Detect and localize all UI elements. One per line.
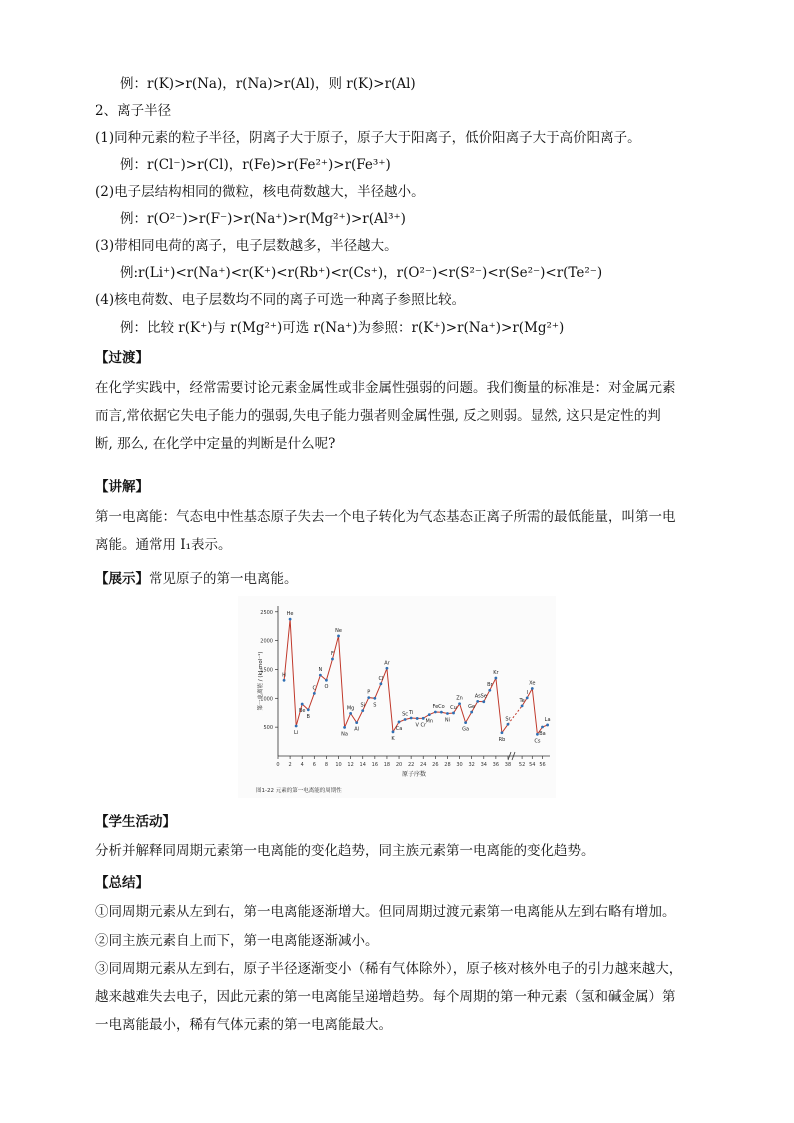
x-tick-label: 52 bbox=[518, 762, 526, 768]
point-label: I bbox=[526, 689, 528, 696]
point-label: Si bbox=[360, 702, 366, 709]
transition-paragraph bbox=[95, 374, 701, 458]
x-tick-label: 30 bbox=[456, 762, 463, 768]
x-tick-label: 36 bbox=[492, 762, 500, 768]
point-label: Ni bbox=[444, 717, 451, 724]
point-label: Ba bbox=[539, 730, 546, 737]
student-activity-text: 分析并解释同周期元素第一电离能的变化趋势，同主族元素第一电离能的变化趋势。 bbox=[95, 843, 595, 859]
lecture-line: 离能。通常用 I₁表示。 bbox=[95, 537, 232, 553]
x-tick-label: 4 bbox=[300, 762, 304, 768]
point-label: P bbox=[367, 689, 371, 696]
point-label: Be bbox=[298, 708, 306, 715]
rule-4: (4)核电荷数、电子层数均不同的离子可选一种离子参照比较。 bbox=[95, 292, 466, 308]
chart-svg bbox=[238, 596, 556, 798]
data-point bbox=[410, 717, 413, 720]
data-point bbox=[470, 711, 473, 714]
data-point bbox=[452, 712, 455, 715]
point-label: V bbox=[415, 722, 419, 729]
data-point bbox=[331, 658, 334, 661]
display-text: 常见原子的第一电离能。 bbox=[149, 571, 298, 587]
rule-2: (2)电子层结构相同的微粒，核电荷数越大，半径越小。 bbox=[95, 184, 425, 200]
data-point bbox=[526, 696, 529, 699]
data-point bbox=[319, 674, 322, 677]
x-tick-label: 16 bbox=[371, 762, 379, 768]
point-label: Ga bbox=[462, 726, 470, 733]
data-point bbox=[440, 711, 443, 714]
data-point bbox=[428, 713, 431, 716]
rule-2-example: 例：r(O²⁻)>r(F⁻)>r(Na⁺)>r(Mg²⁺)>r(Al³⁺) bbox=[120, 211, 406, 227]
point-label: Cs bbox=[534, 738, 541, 745]
point-label: Se bbox=[480, 693, 487, 700]
point-label: Ge bbox=[468, 704, 476, 711]
y-tick-label: 1000 bbox=[260, 696, 273, 703]
section-ionic-radius-title: 2、离子半径 bbox=[95, 103, 172, 119]
data-point bbox=[355, 721, 358, 724]
data-point bbox=[458, 702, 461, 705]
data-point bbox=[482, 700, 485, 703]
point-label: Ti bbox=[408, 709, 414, 716]
data-point bbox=[501, 731, 504, 734]
transition-heading: 【过渡】 bbox=[95, 350, 149, 366]
data-point bbox=[301, 703, 304, 706]
data-point bbox=[531, 687, 534, 690]
x-tick-label: 8 bbox=[324, 762, 329, 768]
data-point bbox=[494, 677, 497, 680]
data-point bbox=[373, 697, 376, 700]
data-point bbox=[507, 723, 510, 726]
transition-line: 而言,常依据它失电子能力的强弱,失电子能力强者则金属性强, 反之则弱。显然, 这只是定性的判 bbox=[95, 408, 661, 424]
data-point bbox=[295, 725, 298, 728]
point-label: Fe bbox=[432, 703, 439, 710]
y-axis-label: 第一电离能 / (kJ·mol⁻¹) bbox=[258, 651, 264, 711]
data-point bbox=[521, 704, 524, 707]
rule-3-example: 例:r(Li⁺)<r(Na⁺)<r(K⁺)<r(Rb⁺)<r(Cs⁺)，r(O²⁻)<r(S²⁻)<r(Se²⁻)<r(Te²⁻) bbox=[120, 265, 603, 281]
point-label: Ar bbox=[384, 660, 390, 667]
display-heading: 【展示】 bbox=[95, 571, 149, 587]
rule-1: (1)同种元素的粒子半径，阴离子大于原子，原子大于阳离子，低价阳离子大于高价阳离子。 bbox=[95, 130, 641, 146]
data-point bbox=[343, 726, 346, 729]
data-point bbox=[325, 679, 328, 682]
data-point bbox=[404, 718, 407, 721]
data-point bbox=[392, 730, 395, 733]
x-tick-label: 38 bbox=[504, 762, 512, 768]
x-tick-label: 24 bbox=[420, 762, 427, 768]
rule-4-example: 例：比较 r(K⁺)与 r(Mg²⁺)可选 r(Na⁺)为参照：r(K⁺)>r(Na⁺)>r(Mg²⁺) bbox=[120, 320, 565, 336]
summary-heading: 【总结】 bbox=[95, 875, 149, 891]
data-point bbox=[367, 696, 370, 699]
point-label: H bbox=[282, 672, 286, 679]
data-point bbox=[488, 689, 491, 692]
point-label: K bbox=[391, 735, 395, 742]
data-point bbox=[283, 679, 286, 682]
transition-line: 在化学实践中，经常需要讨论元素金属性或非金属性强弱的问题。我们衡量的标准是：对金属元素 bbox=[95, 380, 676, 396]
student-activity-heading: 【学生活动】 bbox=[95, 814, 176, 830]
x-tick-label: 10 bbox=[335, 762, 342, 768]
data-point bbox=[386, 667, 389, 670]
x-axis-label: 原子序数 bbox=[401, 771, 427, 778]
x-tick-label: 56 bbox=[539, 762, 546, 768]
x-tick-label: 6 bbox=[312, 762, 316, 768]
point-label: C bbox=[312, 685, 317, 692]
x-tick-label: 14 bbox=[359, 762, 366, 768]
point-label: Rb bbox=[498, 736, 506, 743]
point-label: He bbox=[286, 611, 294, 618]
point-label: Na bbox=[341, 731, 348, 738]
data-point bbox=[398, 721, 401, 724]
x-tick-label: 18 bbox=[383, 762, 391, 768]
data-point bbox=[476, 700, 479, 703]
data-point bbox=[379, 682, 382, 685]
point-label: Al bbox=[354, 726, 360, 733]
lecture-heading: 【讲解】 bbox=[95, 479, 149, 495]
point-label: Li bbox=[294, 730, 299, 736]
summary-item-3-line: ③同周期元素从左到右，原子半径逐渐变小（稀有气体除外），原子核对核外电子的引力越来越大， bbox=[95, 961, 683, 977]
point-label: Co bbox=[438, 704, 445, 711]
point-label: Mg bbox=[346, 705, 355, 712]
lecture-line: 第一电离能：气态电中性基态原子失去一个电子转化为气态基态正离子所需的最低能量，叫第一电 bbox=[95, 509, 676, 525]
y-tick-label: 2500 bbox=[260, 609, 273, 616]
point-label: Sr bbox=[505, 716, 511, 723]
summary-item-3-line: 越来越难失去电子，因此元素的第一电离能呈递增趋势。每个周期的第一种元素（氢和碱金属）第 bbox=[95, 989, 676, 1005]
point-label: Sc bbox=[402, 711, 409, 718]
point-label: Br bbox=[487, 682, 493, 689]
series-line bbox=[284, 619, 508, 733]
data-point bbox=[446, 712, 449, 715]
lecture-paragraph bbox=[95, 503, 701, 559]
point-label: Te bbox=[519, 697, 525, 704]
data-point bbox=[349, 712, 352, 715]
atomic-radius-example: 例：r(K)>r(Na)，r(Na)>r(Al)，则 r(K)>r(Al) bbox=[120, 76, 416, 92]
y-tick-label: 1500 bbox=[260, 667, 273, 674]
summary-item-1: ①同周期元素从左到右，第一电离能逐渐增大。但同周期过渡元素第一电离能从左到右略有增加。 bbox=[95, 904, 676, 920]
point-label: Mn bbox=[425, 718, 434, 725]
rule-1-example: 例：r(Cl⁻)>r(Cl)，r(Fe)>r(Fe²⁺)>r(Fe³⁺) bbox=[120, 157, 391, 173]
y-tick-label: 2000 bbox=[260, 638, 273, 645]
data-point bbox=[361, 709, 364, 712]
chart-caption: 图1-22 元素的第一电离能的周期性 bbox=[256, 788, 342, 794]
point-label: Ne bbox=[335, 627, 342, 634]
x-tick-label: 34 bbox=[480, 762, 487, 768]
point-label: Kr bbox=[493, 670, 499, 677]
data-point bbox=[541, 726, 544, 729]
rule-3: (3)带相同电荷的离子，电子层数越多，半径越大。 bbox=[95, 238, 398, 254]
y-tick-label: 500 bbox=[263, 725, 273, 732]
point-label: N bbox=[318, 667, 323, 674]
data-point bbox=[307, 708, 310, 711]
data-point bbox=[464, 721, 467, 724]
point-label: S bbox=[373, 702, 377, 709]
data-point bbox=[337, 635, 340, 638]
x-tick-label: 22 bbox=[407, 762, 415, 768]
point-label: Xe bbox=[529, 680, 536, 687]
point-label: La bbox=[544, 716, 551, 723]
ionization-energy-chart bbox=[238, 596, 556, 798]
point-label: Cu bbox=[450, 704, 457, 711]
data-point bbox=[289, 618, 292, 621]
point-label: Zn bbox=[456, 695, 463, 702]
data-point bbox=[546, 724, 549, 727]
data-point bbox=[422, 717, 425, 720]
data-point bbox=[313, 692, 316, 695]
data-point bbox=[434, 711, 437, 714]
point-label: Cl bbox=[378, 675, 384, 682]
x-tick-label: 20 bbox=[395, 762, 403, 768]
point-label: As bbox=[474, 693, 481, 700]
x-tick-label: 54 bbox=[529, 762, 536, 768]
point-label: F bbox=[331, 651, 334, 658]
point-label: B bbox=[306, 713, 310, 720]
summary-item-2: ②同主族元素自上而下，第一电离能逐渐减小。 bbox=[95, 933, 379, 949]
display-line bbox=[95, 569, 715, 589]
data-point bbox=[416, 717, 419, 720]
summary-item-3-line: 一电离能最小，稀有气体元素的第一电离能最大。 bbox=[95, 1017, 392, 1033]
x-tick-label: 26 bbox=[432, 762, 439, 768]
point-label: Cr bbox=[420, 722, 427, 729]
summary-item-3 bbox=[95, 955, 701, 1039]
point-label: O bbox=[324, 684, 329, 691]
x-tick-label: 0 bbox=[276, 762, 280, 768]
x-tick-label: 2 bbox=[288, 762, 292, 768]
x-tick-label: 28 bbox=[444, 762, 451, 768]
x-tick-label: 32 bbox=[468, 762, 475, 768]
x-tick-label: 12 bbox=[347, 762, 354, 768]
transition-line: 断, 那么, 在化学中定量的判断是什么呢? bbox=[95, 436, 336, 452]
point-label: Ca bbox=[395, 725, 403, 732]
